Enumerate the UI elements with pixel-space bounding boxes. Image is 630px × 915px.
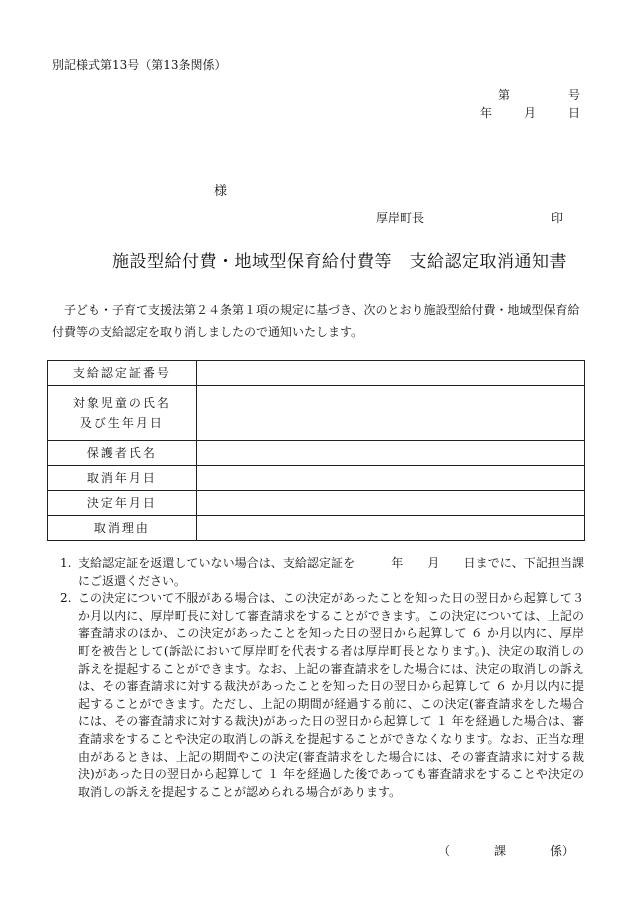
doc-no-prefix: 第 [498, 88, 511, 102]
recipient-honorific: 様 [214, 184, 228, 199]
sender-name: 厚岸町長 [376, 211, 425, 225]
contact-section: 係） [549, 844, 574, 858]
label-child-name-birthdate [48, 386, 197, 441]
date-year: 年 [480, 106, 493, 120]
form-number: 別記様式第13号（第13条関係） [52, 58, 227, 72]
date-month: 月 [523, 106, 536, 120]
seal-mark: 印 [551, 211, 564, 225]
note-number: 2. [60, 591, 72, 606]
value-guardian-name [196, 441, 584, 466]
table-row [48, 361, 585, 386]
label-child-name: 対象児童の氏名 [72, 396, 171, 410]
contact-dept: 課 [493, 844, 506, 858]
label-certificate-number: 支給認定証番号 [48, 361, 197, 386]
value-certificate-number [196, 361, 584, 386]
value-cancel-reason [196, 516, 584, 541]
table-row [48, 516, 585, 541]
date-day: 日 [567, 106, 580, 120]
label-cancel-reason: 取消理由 [48, 516, 197, 541]
table-row [48, 466, 585, 491]
table-row [48, 441, 585, 466]
label-birthdate: 及び生年月日 [79, 416, 164, 430]
document-title: 施設型給付費・地域型保育給付費等 支給認定取消通知書 [112, 252, 567, 272]
label-guardian-name: 保護者氏名 [48, 441, 197, 466]
note-number: 1. [60, 556, 72, 570]
notes-section [60, 555, 584, 801]
label-cancel-date: 取消年月日 [48, 466, 197, 491]
note-text: 支給認定証を返還していない場合は、支給認定証を 年 月 日までに、下記担当課にご返還ください。 [78, 556, 584, 588]
note-item [60, 590, 584, 801]
value-decision-date [196, 491, 584, 516]
note-item [60, 555, 584, 590]
value-child-name-birthdate [196, 386, 584, 441]
label-decision-date: 決定年月日 [48, 491, 197, 516]
table-row [48, 491, 585, 516]
document-number-block [480, 86, 580, 121]
value-cancel-date [196, 466, 584, 491]
doc-no-suffix: 号 [567, 88, 580, 102]
contact-department [438, 842, 574, 859]
intro-paragraph: 子ども・子育て支援法第２４条第１項の規定に基づき、次のとおり施設型給付費・地域型保育給付費等の支給認定を取り消しましたので通知いたします。 [52, 303, 580, 339]
certification-table [47, 360, 585, 541]
note-text: この決定について不服がある場合は、この決定があったことを知った日の翌日から起算して３か月以内に、厚岸町長に対して審査請求をすることができます。この決定については、上記の審査請求のほか、この決定があったことを知った日の翌日から起算して ６ か月以内に、厚岸町を被告として(訴訟において厚岸町を代表する者は厚岸町長となります。)、決定の取消しの訴えを提起することができます。なお、上記の審査請求をした場合には、決定の取消しの訴えは、その審査請求に対する裁決があったことを知った日の翌日から起算して ６ か月以内に提起することができます。ただし、上記の期間が経過する前に、この決定(審査請求をした場合には、その審査請求に対する裁決)があった日の翌日から起算して １ 年を経過した場合は、審査請求をすることや決定の取消しの訴えを提起することができなくなります。なお、正当な理由があるときは、上記の期間やこの決定(審査請求をした場合には、その審査請求に対する裁決)があった日の翌日から起算して １ 年を経過した後であっても審査請求をすることや決定の取消しの訴えを提起することが認められる場合があります。 [78, 591, 584, 799]
contact-open-paren: （ [438, 844, 451, 858]
table-row [48, 386, 585, 441]
